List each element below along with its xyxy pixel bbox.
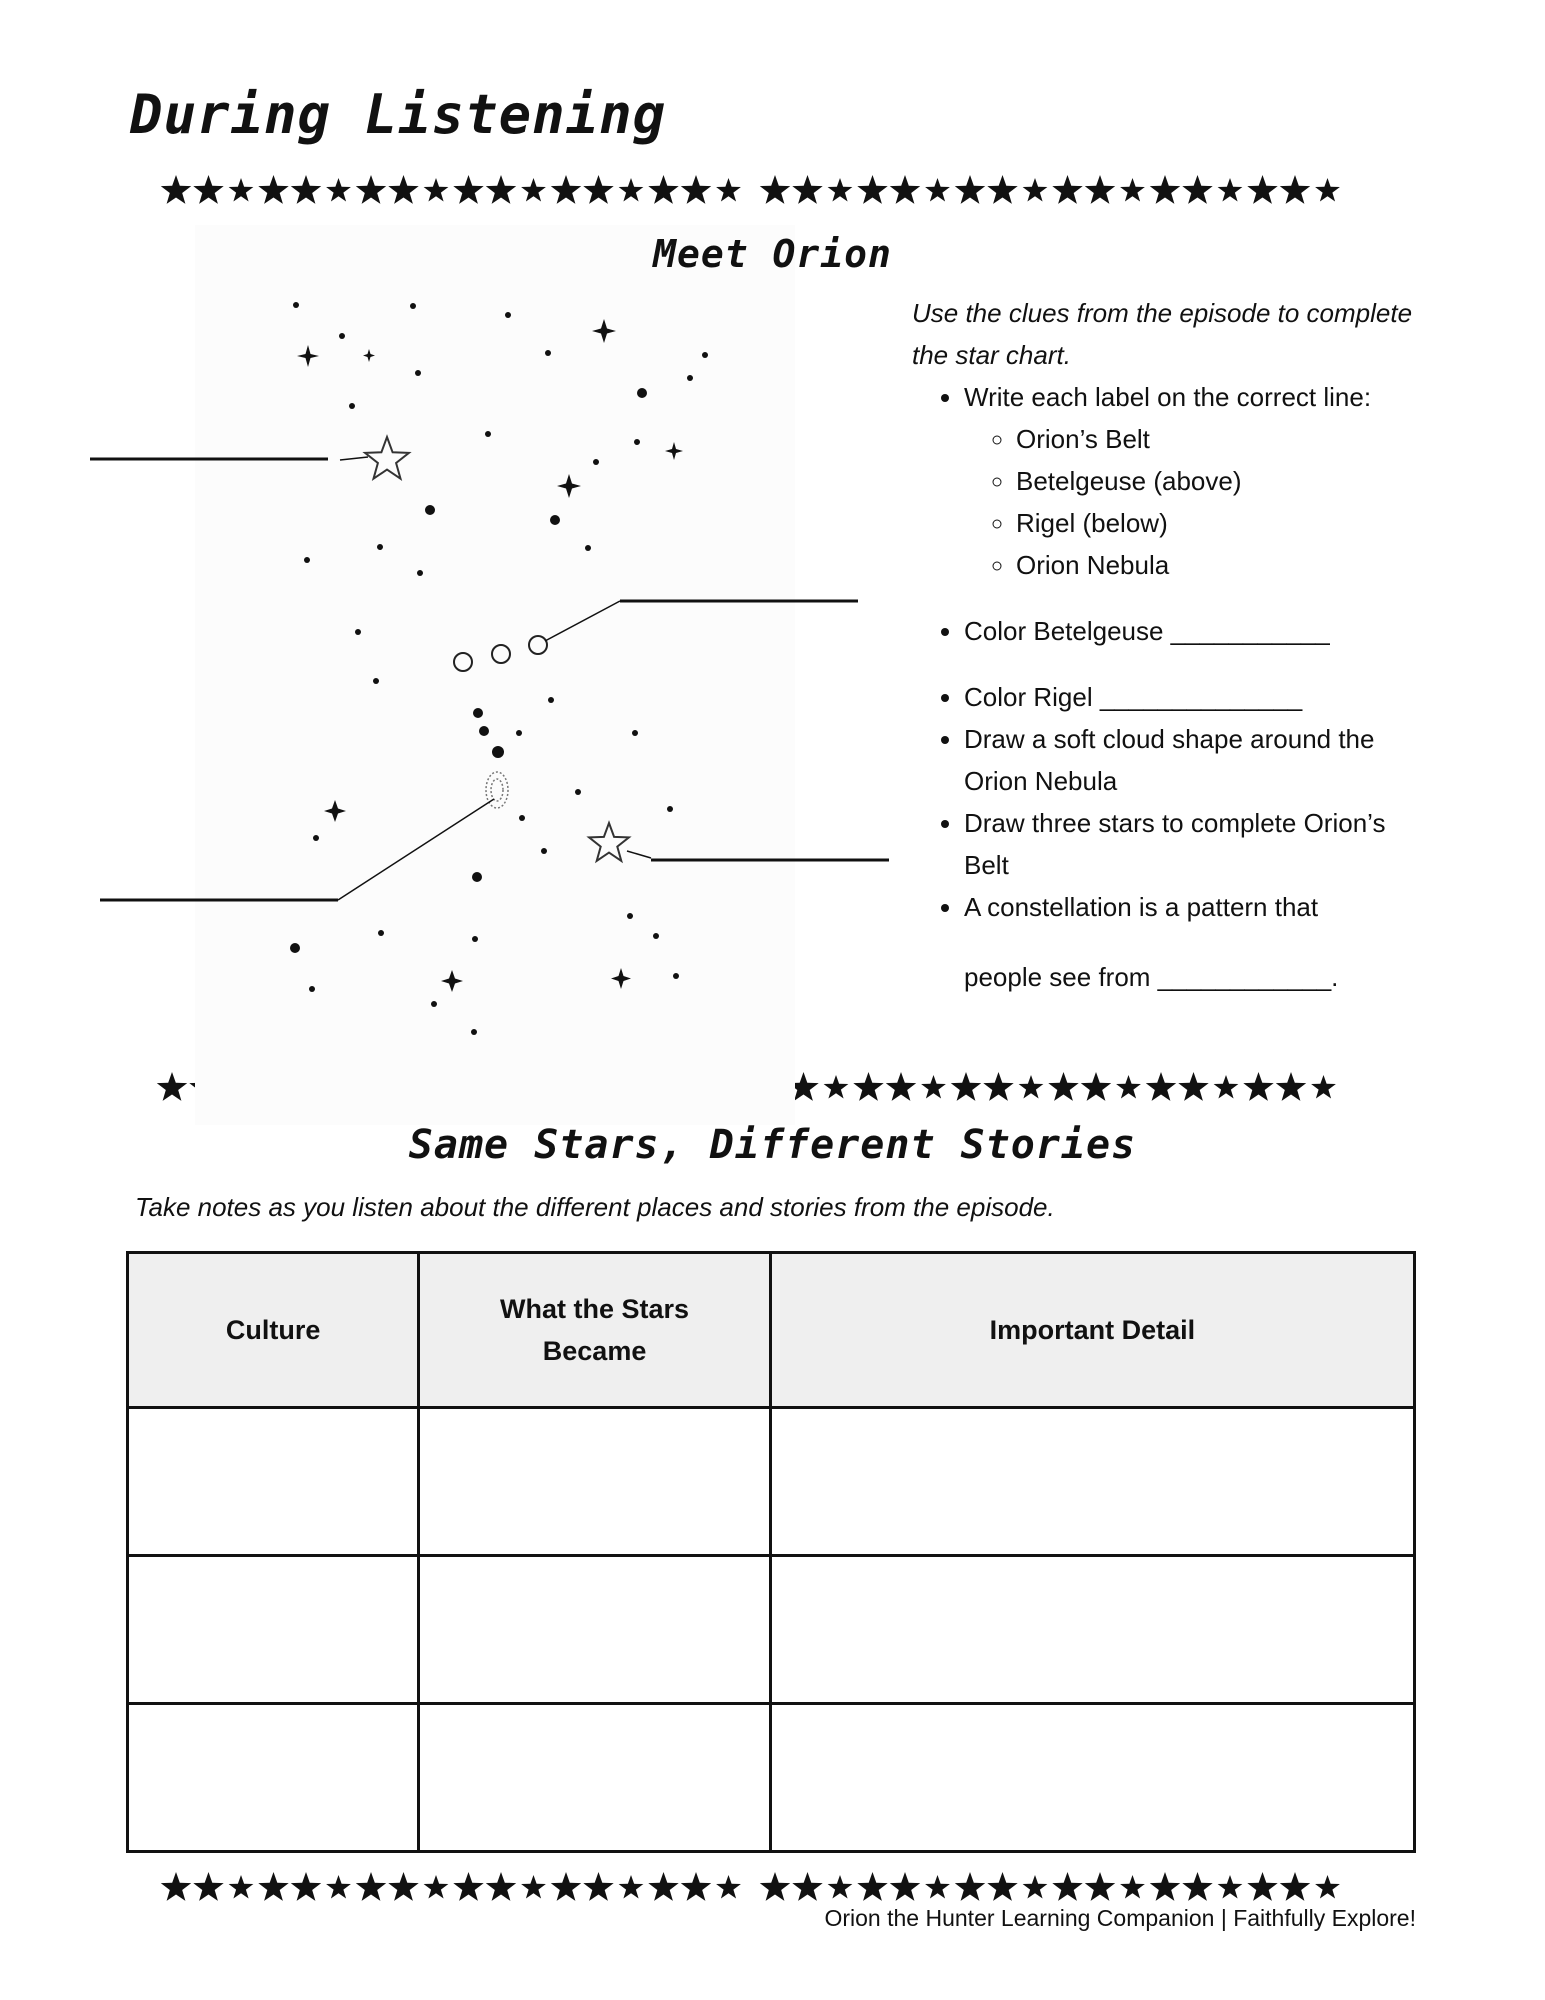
notes-cell[interactable] — [770, 1704, 1414, 1852]
notes-cell[interactable] — [419, 1556, 771, 1704]
belt-circle — [454, 653, 472, 671]
sparkle-star — [665, 442, 683, 460]
star-dot — [548, 697, 554, 703]
divider-star-icon — [1023, 1875, 1048, 1899]
label-option: ◦ Orion Nebula — [1016, 544, 1432, 586]
table-row — [128, 1704, 1415, 1852]
notes-cell[interactable] — [770, 1408, 1414, 1556]
column-header-detail: Important Detail — [770, 1253, 1414, 1408]
sparkle-stars — [297, 319, 683, 992]
star-dot — [541, 848, 547, 854]
divider-star-icon — [229, 1875, 254, 1899]
divider-star-icon — [760, 1872, 790, 1901]
star-dot — [585, 545, 591, 551]
notes-cell[interactable] — [770, 1556, 1414, 1704]
divider-star-icon — [486, 1872, 516, 1901]
star-dot — [667, 806, 673, 812]
instruction-item: • Color Rigel ______________ — [964, 676, 1432, 718]
star-dot — [545, 350, 551, 356]
divider-star-icon — [453, 1872, 483, 1901]
page-title: During Listening — [130, 83, 667, 146]
divider-star-icon — [890, 1872, 920, 1901]
divider-star-icon — [955, 1872, 985, 1901]
label-lines — [90, 457, 889, 900]
instructions — [912, 292, 1432, 998]
footer: Orion the Hunter Learning Companion | Faithfully Explore! — [824, 1905, 1416, 1931]
sparkle-star — [592, 319, 616, 343]
divider-star-icon — [521, 1875, 546, 1899]
instruction-item — [964, 886, 1432, 998]
notes-cell[interactable] — [128, 1556, 419, 1704]
divider-star-icon — [1150, 1872, 1180, 1901]
divider-star-icon — [1120, 1875, 1145, 1899]
star-dot — [593, 459, 599, 465]
notes-cell[interactable] — [128, 1704, 419, 1852]
label-options — [964, 418, 1432, 586]
section-title: Same Stars, Different Stories — [408, 1122, 1137, 1168]
star-dot — [378, 930, 384, 936]
star-dot — [293, 302, 299, 308]
divider-star-icon — [326, 1875, 351, 1899]
divider-star-icon — [1218, 1875, 1243, 1899]
betelgeuse-outline-star — [365, 437, 409, 479]
star-dot — [479, 726, 489, 736]
star-dot — [550, 515, 560, 525]
divider-star-icon — [1085, 1872, 1115, 1901]
column-header-culture: Culture — [128, 1253, 419, 1408]
table-row — [128, 1556, 1415, 1704]
divider-star-icon — [356, 1872, 386, 1901]
star-dot — [377, 544, 383, 550]
star-divider-bottom — [160, 1868, 1344, 1908]
divider-star-icon — [857, 1872, 887, 1901]
divider-star-icon — [648, 1872, 678, 1901]
notes-cell[interactable] — [419, 1408, 771, 1556]
divider-star-icon — [161, 1872, 191, 1901]
instructions-intro: Use the clues from the episode to complete the star chart. — [912, 298, 1413, 370]
notes-table — [126, 1251, 1416, 1853]
star-dot — [355, 629, 361, 635]
sparkle-star — [324, 800, 346, 822]
divider-star-icon — [619, 1875, 644, 1899]
divider-star-icon — [193, 1872, 223, 1901]
divider-star-icon — [828, 1875, 853, 1899]
sparkle-star — [557, 474, 581, 498]
star-dot — [653, 933, 659, 939]
label-option: ◦ Orion’s Belt — [1016, 418, 1432, 460]
divider-star-icon — [551, 1872, 581, 1901]
star-group — [160, 1870, 745, 1906]
divider-star-icon — [1280, 1872, 1310, 1901]
notes-cell[interactable] — [128, 1408, 419, 1556]
divider-star-icon — [1315, 1875, 1340, 1899]
star-dot — [492, 746, 504, 758]
belt-circle — [529, 636, 547, 654]
notes-intro: Take notes as you listen about the different places and stories from the episode. — [135, 1192, 1055, 1222]
divider-star-icon — [424, 1875, 449, 1899]
star-dot — [632, 730, 638, 736]
star-dot — [472, 872, 482, 882]
star-dot — [687, 375, 693, 381]
column-header-text: What the Stars Became — [500, 1294, 690, 1366]
divider-star-icon — [1052, 1872, 1082, 1901]
divider-star-icon — [716, 1875, 741, 1899]
instruction-item: • Color Betelgeuse ___________ — [964, 610, 1432, 652]
divider-star-icon — [583, 1872, 613, 1901]
star-dot — [425, 505, 435, 515]
label-option: ◦ Betelgeuse (above) — [1016, 460, 1432, 502]
sparkle-star — [297, 345, 319, 367]
star-dot — [431, 1001, 437, 1007]
divider-star-icon — [258, 1872, 288, 1901]
star-dot — [485, 431, 491, 437]
star-dot — [702, 352, 708, 358]
column-header-stars-became — [419, 1253, 771, 1408]
rigel-outline-star — [589, 823, 629, 861]
divider-star-icon — [1247, 1872, 1277, 1901]
instruction-continuation: people see from ____________. — [964, 962, 1339, 992]
instruction-text: Write each label on the correct line: — [964, 382, 1372, 412]
instruction-item: • Draw three stars to complete Orion’s Belt — [964, 802, 1432, 886]
star-dot — [472, 936, 478, 942]
star-dot — [373, 678, 379, 684]
star-group — [759, 1870, 1344, 1906]
star-dot — [575, 789, 581, 795]
star-dot — [349, 403, 355, 409]
star-dot — [505, 312, 511, 318]
star-dot — [473, 708, 483, 718]
star-dot — [471, 1029, 477, 1035]
star-dot — [519, 815, 525, 821]
star-dot — [516, 730, 522, 736]
star-dot — [673, 973, 679, 979]
instruction-text: A constellation is a pattern that — [964, 892, 1319, 922]
divider-star-icon — [987, 1872, 1017, 1901]
notes-cell[interactable] — [419, 1704, 771, 1852]
chart-title: Meet Orion — [653, 232, 892, 276]
star-dot — [313, 835, 319, 841]
belt-empty-circles — [454, 636, 547, 671]
star-dot — [339, 333, 345, 339]
sparkle-star — [363, 349, 375, 362]
instruction-item — [964, 376, 1432, 586]
label-option: ◦ Rigel (below) — [1016, 502, 1432, 544]
small-stars — [290, 302, 708, 1035]
sparkle-star — [611, 968, 631, 989]
star-dot — [415, 370, 421, 376]
belt-circle — [492, 645, 510, 663]
divider-star-icon — [388, 1872, 418, 1901]
star-dot — [627, 913, 633, 919]
star-dot — [410, 303, 416, 309]
divider-star-icon — [681, 1872, 711, 1901]
star-dot — [304, 557, 310, 563]
divider-star-icon — [291, 1872, 321, 1901]
star-dot — [309, 986, 315, 992]
instruction-item: • Draw a soft cloud shape around the Orion Nebula — [964, 718, 1432, 802]
divider-star-icon — [1182, 1872, 1212, 1901]
table-row — [128, 1408, 1415, 1556]
table-header-row — [128, 1253, 1415, 1408]
star-dot — [417, 570, 423, 576]
instruction-list — [912, 376, 1432, 998]
sparkle-star — [441, 970, 463, 992]
star-dot — [634, 439, 640, 445]
star-dot — [290, 943, 300, 953]
divider-star-icon — [925, 1875, 950, 1899]
star-dot — [637, 388, 647, 398]
divider-star-icon — [792, 1872, 822, 1901]
